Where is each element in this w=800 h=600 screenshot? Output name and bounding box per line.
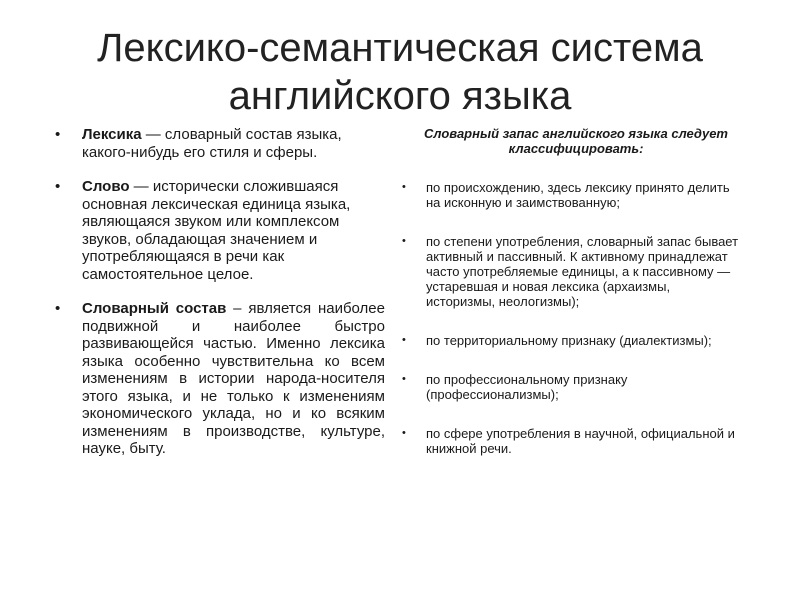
bullet-icon: • [55,178,61,195]
bullet-icon: • [402,427,406,439]
definition-text: – является наиболее подвижной и наиболее быстро развивающейся частью. Именно лексика языка особенно чувствительна ко всем изменениям в истории народа-носителя этого языка, и не только к изменениям экономического уклада, но и ко всяким изменениям в производстве, культуре, науке, быту. [82,300,385,457]
classification-item [402,426,740,456]
definition-item-slovarny-sostav [55,300,385,458]
definition-term: Словарный состав [82,300,227,317]
slide-title-line-2: английского языка [228,74,572,118]
definition-item-lexika [55,126,385,161]
bullet-icon: • [55,126,61,143]
definition-text: — исторически сложившаяся основная лексическая единица языка, являющаяся звуком или комплексом звуков, обладающая значением и употребляющаяся в речи как самостоятельное целое. [82,178,351,283]
bullet-icon: • [402,235,406,247]
left-column [55,126,385,475]
classification-text: по профессиональному признаку (профессионализмы); [426,372,628,402]
slide-title-line-1: Лексико-семантическая система [97,26,703,70]
definition-term: Слово [82,178,130,195]
slide-title [40,24,760,120]
bullet-icon: • [402,181,406,193]
definition-term: Лексика [82,126,142,143]
bullet-icon: • [402,373,406,385]
classification-item [402,333,740,348]
right-column [402,126,740,480]
bullet-icon: • [55,300,61,317]
definition-text: — словарный состав языка, какого-нибудь его стиля и сферы. [82,126,342,161]
classification-item [402,180,740,210]
classification-item [402,372,740,402]
classification-text: по сфере употребления в научной, официальной и книжной речи. [426,426,735,456]
bullet-icon: • [402,334,406,346]
classification-text: по степени употребления, словарный запас бывает активный и пассивный. К активному принадлежат часто употребляемые единицы, а к пассивному — устаревшая и новая лексика (архаизмы, историзмы, неологизмы); [426,234,739,309]
classification-text: по происхождению, здесь лексику принято делить на исконную и заимствованную; [426,180,730,210]
definition-item-slovo [55,178,385,283]
classification-heading: Словарный запас английского языка следует классифицировать: [424,126,728,156]
classification-item [402,234,740,309]
classification-text: по территориальному признаку (диалектизмы); [426,333,712,348]
